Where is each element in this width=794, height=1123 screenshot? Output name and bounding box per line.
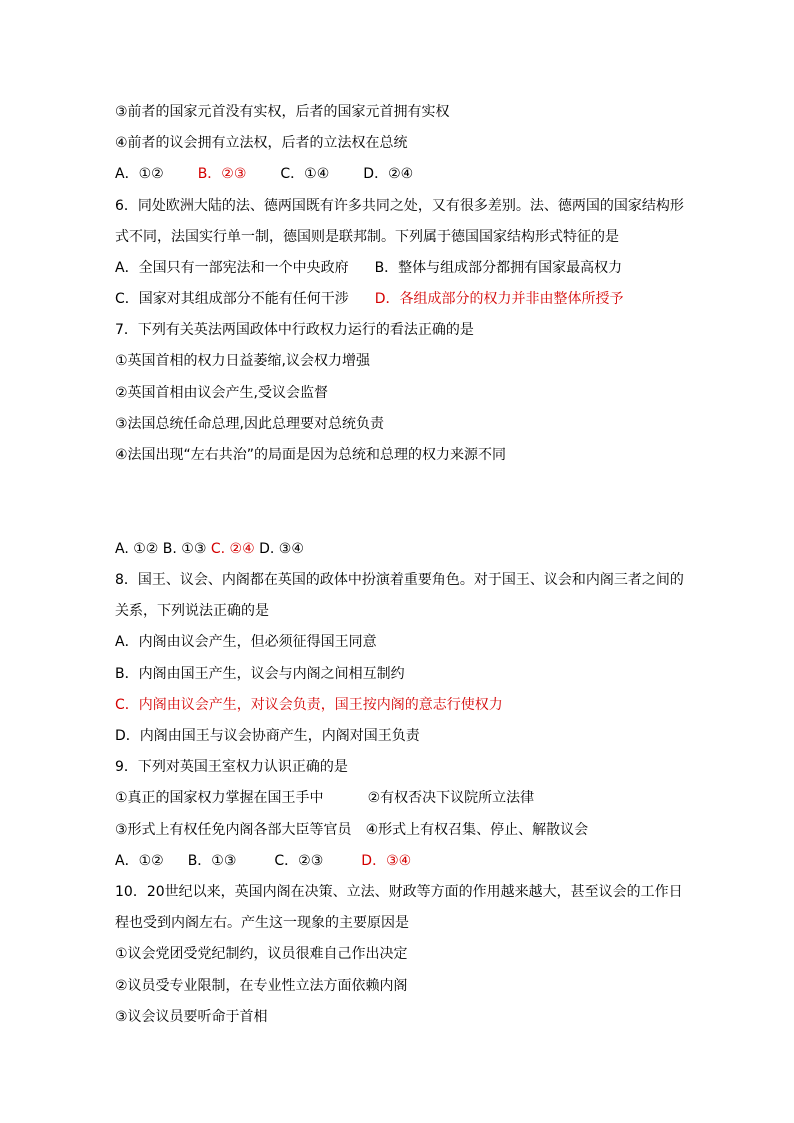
q7-item: ③法国总统任命总理,因此总理要对总统负责 (115, 416, 384, 432)
q7-item: ④法国出现“左右共治”的局面是因为总统和总理的权力来源不同 (115, 447, 507, 463)
q9-item: ④形式上有权召集、停止、解散议会 (365, 822, 589, 838)
q9-item: ③形式上有权任免内阁各部大臣等官员 (115, 822, 352, 838)
q5-options (115, 165, 413, 183)
q9-items-12 (115, 789, 534, 807)
option-c: C．国家对其组成部分不能有任何干涉 (115, 291, 349, 307)
q6-options-ab (115, 259, 622, 277)
q10-item: ①议会党团受党纪制约，议员很难自己作出决定 (115, 946, 408, 962)
q9-item: ①真正的国家权力掌握在国王手中 (115, 790, 324, 806)
text-line: ④前者的议会拥有立法权，后者的立法权在总统 (115, 135, 408, 151)
q7-item: ②英国首相由议会产生,受议会监督 (115, 385, 329, 401)
q9-options (115, 852, 411, 870)
question-10-stem-cont: 程也受到内阁左右。产生这一现象的主要原因是 (115, 915, 409, 931)
question-8-stem-cont: 关系，下列说法正确的是 (115, 603, 269, 619)
question-9-stem: 9．下列对英国王室权力认识正确的是 (115, 759, 348, 775)
option-a: A．①② (115, 853, 164, 869)
q10-item: ②议员受专业限制，在专业性立法方面依赖内阁 (115, 978, 408, 994)
option-b-answer: B．②③ (197, 166, 247, 182)
option-b: B．内阁由国王产生，议会与内阁之间相互制约 (115, 666, 405, 682)
option-b: B．整体与组成部分都拥有国家最高权力 (374, 260, 623, 276)
option-b: B．①③ (187, 853, 237, 869)
option-d: D. ③④ (259, 541, 304, 557)
question-8-stem: 8．国王、议会、内阁都在英国的政体中扮演着重要角色。对于国王、议会和内阁三者之间的 (115, 572, 684, 588)
option-a: A．内阁由议会产生，但必须征得国王同意 (115, 634, 377, 650)
option-d-answer: D．③④ (361, 853, 412, 869)
q10-item: ③议会议员要听命于首相 (115, 1009, 268, 1025)
option-d-answer: D．各组成部分的权力并非由整体所授予 (374, 291, 624, 307)
q9-items-34 (115, 821, 588, 839)
q7-options (115, 540, 304, 558)
question-6-stem-cont: 式不同，法国实行单一制，德国则是联邦制。下列属于德国国家结构形式特征的是 (115, 229, 619, 245)
question-7-stem: 7．下列有关英法两国政体中行政权力运行的看法正确的是 (115, 322, 474, 338)
option-d: D．②④ (363, 166, 414, 182)
option-b: B. ①③ (162, 541, 211, 557)
option-c-answer: C．内阁由议会产生，对议会负责，国王按内阁的意志行使权力 (115, 697, 503, 713)
option-d: D．内阁由国王与议会协商产生，内阁对国王负责 (115, 728, 420, 744)
option-c: C．②③ (274, 853, 324, 869)
option-a: A．①② (115, 166, 164, 182)
option-c-answer: C. ②④ (210, 541, 260, 557)
question-10-stem: 10．20世纪以来，英国内阁在决策、立法、财政等方面的作用越来越大，甚至议会的工作日 (115, 884, 683, 900)
q6-options-cd (115, 290, 624, 308)
option-a: A．全国只有一部宪法和一个中央政府 (115, 260, 349, 276)
text-line: ③前者的国家元首没有实权，后者的国家元首拥有实权 (115, 104, 450, 120)
option-c: C．①④ (280, 166, 330, 182)
q9-item: ②有权否决下议院所立法律 (367, 790, 535, 806)
q7-item: ①英国首相的权力日益萎缩,议会权力增强 (115, 353, 370, 369)
question-6-stem: 6．同处欧洲大陆的法、德两国既有许多共同之处，又有很多差别。法、德两国的国家结构形 (115, 198, 684, 214)
option-a: A. ①② (115, 541, 163, 557)
